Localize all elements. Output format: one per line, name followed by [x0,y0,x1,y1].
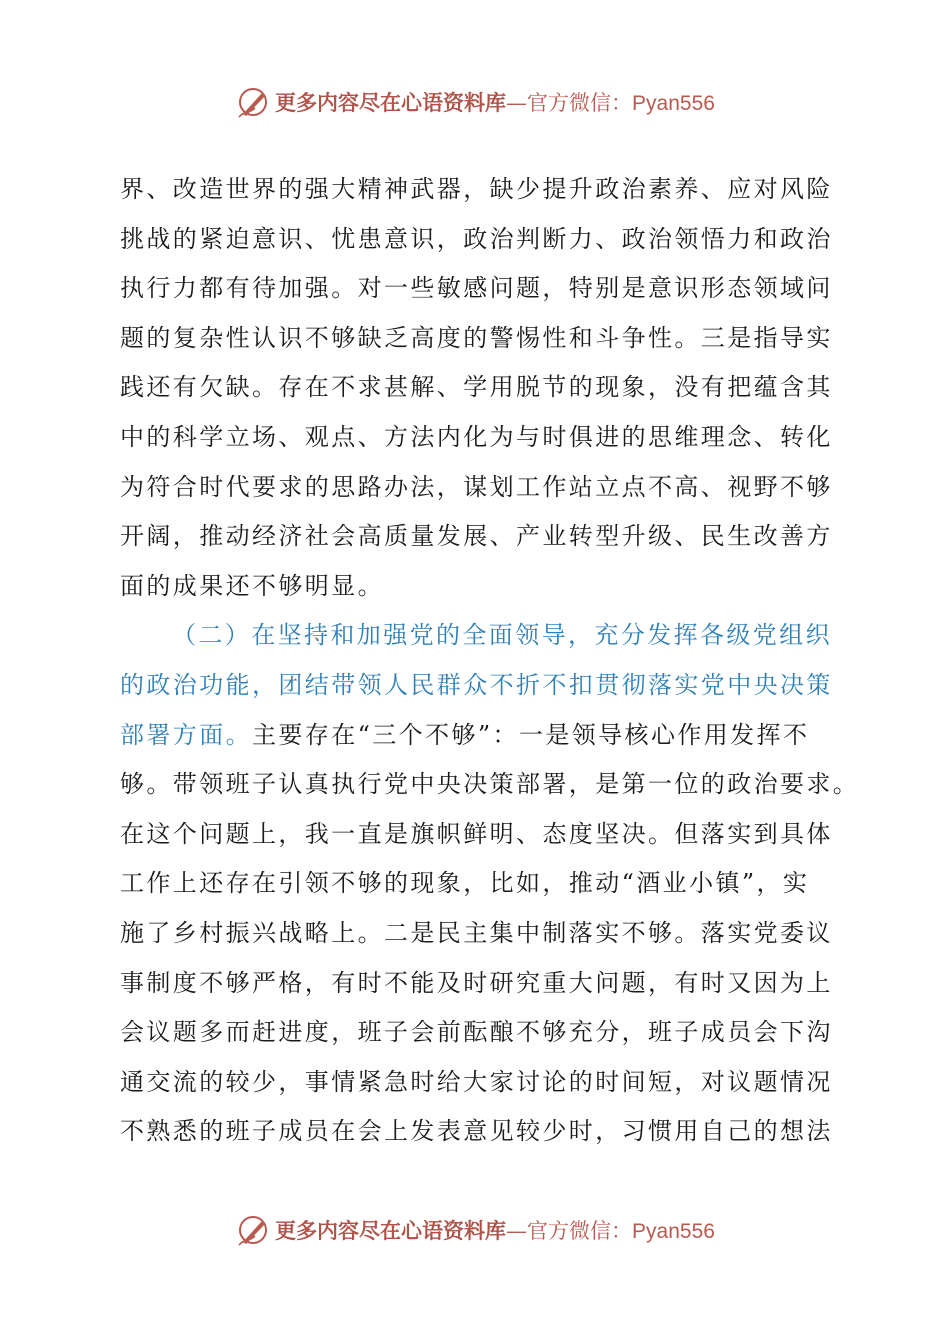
watermark-text [275,1215,715,1245]
section-heading: （二）在坚持和加强党的全面领导，充分发挥各级党组织 [172,621,832,650]
watermark-brand: 更多内容尽在心语资料库 [275,90,507,115]
section-heading-line [120,611,840,661]
text-line: 挑战的紧迫意识、忧患意识，政治判断力、政治领悟力和政治 [120,224,833,253]
watermark-separator: — [506,91,528,115]
text-line: 执行力都有待加强。对一些敏感问题，特别是意识形态领域问 [120,274,833,303]
watermark-contact-label: 官方微信： [527,1219,633,1243]
text-line: 题的复杂性认识不够缺乏高度的警惕性和斗争性。三是指导实 [120,323,833,352]
text-line: 通交流的较少，事情紧急时给大家讨论的时间短，对议题情况 [120,1067,833,1096]
watermark-brand: 更多内容尽在心语资料库 [275,1218,507,1243]
text-line: 够。带领班子认真执行党中央决策部署，是第一位的政治要求。 [120,770,860,799]
section-heading: 的政治功能，团结带领人民群众不折不扣贯彻落实党中央决策 [120,670,833,699]
section-heading: 部署方面。 [120,720,252,749]
text-line: 不熟悉的班子成员在会上发表意见较少时，习惯用自己的想法 [120,1117,833,1146]
watermark-contact-id: Pyan556 [632,92,715,115]
pen-logo-icon [235,1212,271,1248]
text-line: 为符合时代要求的思路办法，谋划工作站立点不高、视野不够 [120,472,833,501]
text-line: 面的成果还不够明显。 [120,571,384,600]
text-line: 部署方面。主要存在“三个不够”：一是领导核心作用发挥不 [120,720,810,749]
text-line: 事制度不够严格，有时不能及时研究重大问题，有时又因为上 [120,968,833,997]
text-line: 开阔，推动经济社会高质量发展、产业转型升级、民生改善方 [120,522,833,551]
watermark-text [275,87,715,117]
text-line: 在这个问题上，我一直是旗帜鲜明、态度坚决。但落实到具体 [120,819,833,848]
document-body [120,165,860,1157]
text-line: 中的科学立场、观点、方法内化为与时俱进的思维理念、转化 [120,422,833,451]
section-heading-line [120,661,840,711]
text-line: 界、改造世界的强大精神武器，缺少提升政治素养、应对风险 [120,175,833,203]
watermark-contact-id: Pyan556 [632,1220,715,1243]
text-line: 会议题多而赶进度，班子会前酝酿不够充分，班子成员会下沟 [120,1018,833,1047]
footer-watermark [0,1210,950,1250]
header-watermark [0,82,950,122]
pen-logo-icon [235,84,271,120]
watermark-contact-label: 官方微信： [527,91,633,115]
text-line: 施了乡村振兴战略上。二是民主集中制落实不够。落实党委议 [120,918,833,947]
watermark-separator: — [506,1219,528,1243]
text-line: 践还有欠缺。存在不求甚解、学用脱节的现象，没有把蕴含其 [120,373,833,402]
text-line: 工作上还存在引领不够的现象，比如，推动“酒业小镇”，实 [120,869,810,898]
